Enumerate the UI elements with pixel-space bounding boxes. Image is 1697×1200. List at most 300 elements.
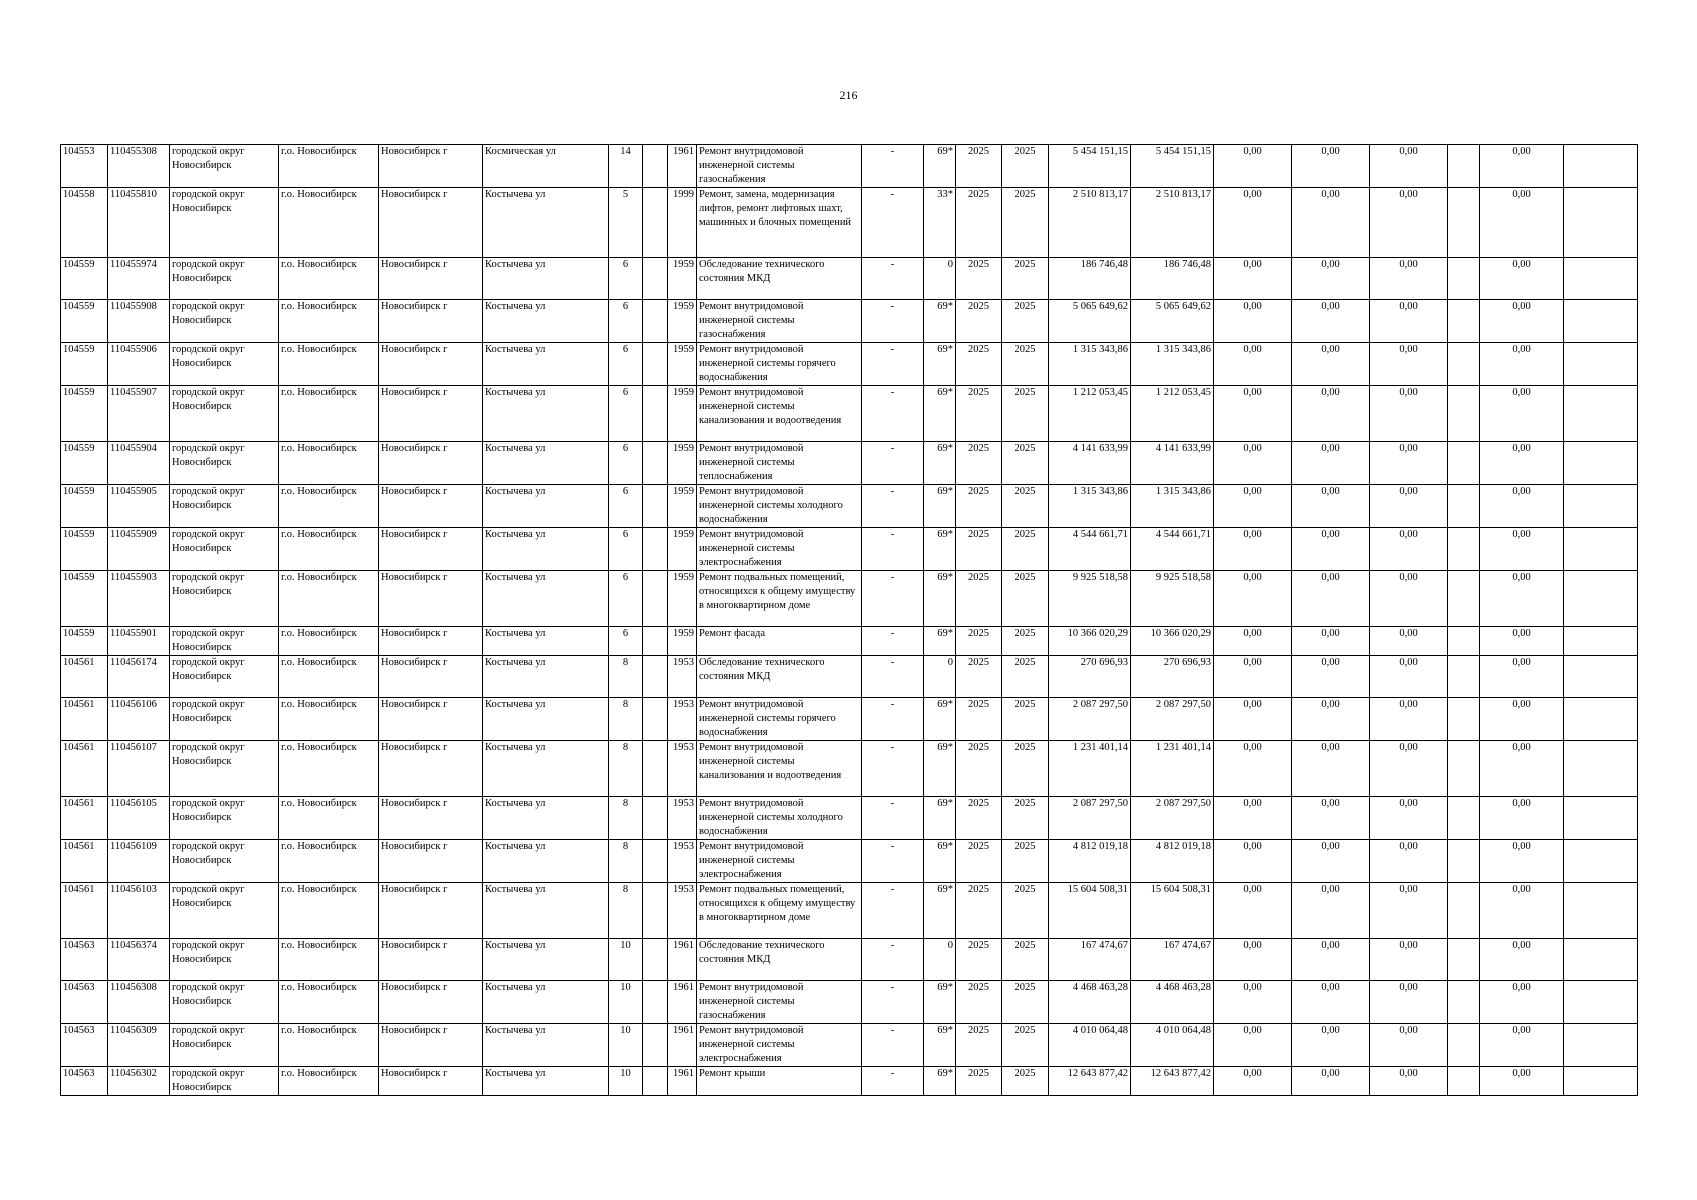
total-cost-cell: 1 212 053,45 [1049,386,1131,442]
street-cell: Костычева ул [483,258,609,300]
street-cell: Костычева ул [483,300,609,343]
amount-cell-4: 0,00 [1480,1024,1564,1067]
construction-year-cell: 1959 [668,528,697,571]
plan-year-start-cell: 2025 [956,656,1002,698]
house-number-cell: 6 [609,528,643,571]
work-code-cell: 110456109 [108,840,170,883]
table-row [61,627,1638,656]
table-row [61,442,1638,485]
dash-cell: - [862,656,924,698]
blank-cell [1448,300,1480,343]
amount-cell-2: 0,00 [1292,188,1370,258]
work-code-cell: 110455905 [108,485,170,528]
fund-cost-cell: 15 604 508,31 [1131,883,1214,939]
city-district-cell: г.о. Новосибирск [279,343,379,386]
trailing-cell [1564,627,1638,656]
construction-year-cell: 1959 [668,300,697,343]
amount-cell-1: 0,00 [1214,883,1292,939]
period-cell: 69* [924,797,956,840]
dash-cell: - [862,981,924,1024]
amount-cell-2: 0,00 [1292,386,1370,442]
city-cell: Новосибирск г [379,188,483,258]
house-number-cell: 6 [609,386,643,442]
amount-cell-1: 0,00 [1214,386,1292,442]
trailing-cell [1564,188,1638,258]
work-type-cell: Ремонт внутридомовой инженерной системы горячего водоснабжения [697,698,862,741]
blank-cell [1448,627,1480,656]
amount-cell-1: 0,00 [1214,981,1292,1024]
street-cell: Костычева ул [483,442,609,485]
municipality-cell: городской округ Новосибирск [170,485,279,528]
construction-year-cell: 1959 [668,258,697,300]
trailing-cell [1564,840,1638,883]
table-row [61,939,1638,981]
amount-cell-1: 0,00 [1214,627,1292,656]
total-cost-cell: 15 604 508,31 [1049,883,1131,939]
table-row [61,386,1638,442]
street-cell: Костычева ул [483,1067,609,1096]
amount-cell-4: 0,00 [1480,939,1564,981]
object-id-cell: 104559 [61,571,108,627]
object-id-cell: 104559 [61,258,108,300]
dash-cell: - [862,939,924,981]
city-district-cell: г.о. Новосибирск [279,442,379,485]
object-id-cell: 104553 [61,145,108,188]
building-letter-cell [643,698,668,741]
period-cell: 69* [924,981,956,1024]
street-cell: Костычева ул [483,939,609,981]
house-number-cell: 8 [609,741,643,797]
work-type-cell: Ремонт, замена, модернизация лифтов, ремонт лифтовых шахт, машинных и блочных помещений [697,188,862,258]
amount-cell-3: 0,00 [1370,442,1448,485]
city-district-cell: г.о. Новосибирск [279,386,379,442]
object-id-cell: 104563 [61,1067,108,1096]
total-cost-cell: 5 454 151,15 [1049,145,1131,188]
house-number-cell: 8 [609,883,643,939]
building-letter-cell [643,656,668,698]
total-cost-cell: 2 087 297,50 [1049,698,1131,741]
house-number-cell: 10 [609,939,643,981]
house-number-cell: 8 [609,797,643,840]
total-cost-cell: 1 315 343,86 [1049,485,1131,528]
municipality-cell: городской округ Новосибирск [170,258,279,300]
table-row [61,656,1638,698]
house-number-cell: 6 [609,258,643,300]
work-code-cell: 110456374 [108,939,170,981]
amount-cell-3: 0,00 [1370,528,1448,571]
table-row [61,528,1638,571]
building-letter-cell [643,981,668,1024]
work-type-cell: Ремонт крыши [697,1067,862,1096]
amount-cell-1: 0,00 [1214,485,1292,528]
amount-cell-4: 0,00 [1480,528,1564,571]
plan-year-start-cell: 2025 [956,741,1002,797]
plan-year-end-cell: 2025 [1002,1067,1049,1096]
construction-year-cell: 1961 [668,981,697,1024]
construction-year-cell: 1953 [668,741,697,797]
city-cell: Новосибирск г [379,627,483,656]
blank-cell [1448,939,1480,981]
registry-table [60,144,1638,1096]
blank-cell [1448,797,1480,840]
work-type-cell: Обследование технического состояния МКД [697,939,862,981]
building-letter-cell [643,442,668,485]
city-district-cell: г.о. Новосибирск [279,300,379,343]
plan-year-start-cell: 2025 [956,188,1002,258]
street-cell: Костычева ул [483,656,609,698]
dash-cell: - [862,145,924,188]
building-letter-cell [643,939,668,981]
table-row [61,300,1638,343]
trailing-cell [1564,698,1638,741]
trailing-cell [1564,442,1638,485]
period-cell: 69* [924,442,956,485]
period-cell: 69* [924,571,956,627]
amount-cell-3: 0,00 [1370,258,1448,300]
municipality-cell: городской округ Новосибирск [170,840,279,883]
amount-cell-1: 0,00 [1214,741,1292,797]
amount-cell-2: 0,00 [1292,300,1370,343]
fund-cost-cell: 5 065 649,62 [1131,300,1214,343]
municipality-cell: городской округ Новосибирск [170,698,279,741]
trailing-cell [1564,1024,1638,1067]
house-number-cell: 10 [609,981,643,1024]
city-cell: Новосибирск г [379,698,483,741]
work-code-cell: 110456107 [108,741,170,797]
city-cell: Новосибирск г [379,797,483,840]
total-cost-cell: 4 812 019,18 [1049,840,1131,883]
amount-cell-1: 0,00 [1214,698,1292,741]
dash-cell: - [862,188,924,258]
dash-cell: - [862,840,924,883]
house-number-cell: 6 [609,571,643,627]
amount-cell-3: 0,00 [1370,386,1448,442]
municipality-cell: городской округ Новосибирск [170,627,279,656]
blank-cell [1448,442,1480,485]
dash-cell: - [862,442,924,485]
total-cost-cell: 4 468 463,28 [1049,981,1131,1024]
house-number-cell: 6 [609,485,643,528]
construction-year-cell: 1953 [668,840,697,883]
construction-year-cell: 1953 [668,656,697,698]
amount-cell-2: 0,00 [1292,1024,1370,1067]
work-code-cell: 110455974 [108,258,170,300]
total-cost-cell: 10 366 020,29 [1049,627,1131,656]
dash-cell: - [862,386,924,442]
work-type-cell: Ремонт подвальных помещений, относящихся к общему имуществу в многоквартирном доме [697,883,862,939]
plan-year-start-cell: 2025 [956,442,1002,485]
construction-year-cell: 1959 [668,386,697,442]
plan-year-end-cell: 2025 [1002,485,1049,528]
street-cell: Костычева ул [483,797,609,840]
building-letter-cell [643,258,668,300]
fund-cost-cell: 5 454 151,15 [1131,145,1214,188]
building-letter-cell [643,188,668,258]
city-district-cell: г.о. Новосибирск [279,741,379,797]
plan-year-start-cell: 2025 [956,1024,1002,1067]
amount-cell-4: 0,00 [1480,883,1564,939]
building-letter-cell [643,627,668,656]
amount-cell-3: 0,00 [1370,1024,1448,1067]
period-cell: 69* [924,883,956,939]
amount-cell-2: 0,00 [1292,145,1370,188]
fund-cost-cell: 270 696,93 [1131,656,1214,698]
fund-cost-cell: 1 315 343,86 [1131,343,1214,386]
city-district-cell: г.о. Новосибирск [279,939,379,981]
registry-rows [61,145,1638,1096]
building-letter-cell [643,145,668,188]
blank-cell [1448,981,1480,1024]
amount-cell-3: 0,00 [1370,300,1448,343]
period-cell: 69* [924,343,956,386]
building-letter-cell [643,797,668,840]
city-district-cell: г.о. Новосибирск [279,627,379,656]
street-cell: Костычева ул [483,528,609,571]
plan-year-end-cell: 2025 [1002,188,1049,258]
dash-cell: - [862,1067,924,1096]
street-cell: Костычева ул [483,741,609,797]
object-id-cell: 104563 [61,981,108,1024]
blank-cell [1448,741,1480,797]
total-cost-cell: 4 141 633,99 [1049,442,1131,485]
plan-year-end-cell: 2025 [1002,571,1049,627]
trailing-cell [1564,741,1638,797]
city-cell: Новосибирск г [379,300,483,343]
work-code-cell: 110455908 [108,300,170,343]
plan-year-end-cell: 2025 [1002,442,1049,485]
work-code-cell: 110455909 [108,528,170,571]
object-id-cell: 104561 [61,656,108,698]
municipality-cell: городской округ Новосибирск [170,386,279,442]
amount-cell-3: 0,00 [1370,627,1448,656]
dash-cell: - [862,528,924,571]
object-id-cell: 104561 [61,797,108,840]
dash-cell: - [862,343,924,386]
building-letter-cell [643,1067,668,1096]
fund-cost-cell: 4 812 019,18 [1131,840,1214,883]
city-district-cell: г.о. Новосибирск [279,981,379,1024]
plan-year-end-cell: 2025 [1002,698,1049,741]
amount-cell-3: 0,00 [1370,485,1448,528]
fund-cost-cell: 9 925 518,58 [1131,571,1214,627]
dash-cell: - [862,1024,924,1067]
work-code-cell: 110456308 [108,981,170,1024]
object-id-cell: 104558 [61,188,108,258]
blank-cell [1448,386,1480,442]
amount-cell-3: 0,00 [1370,939,1448,981]
municipality-cell: городской округ Новосибирск [170,145,279,188]
period-cell: 69* [924,386,956,442]
amount-cell-1: 0,00 [1214,939,1292,981]
table-row [61,145,1638,188]
municipality-cell: городской округ Новосибирск [170,188,279,258]
construction-year-cell: 1999 [668,188,697,258]
total-cost-cell: 4 544 661,71 [1049,528,1131,571]
building-letter-cell [643,386,668,442]
trailing-cell [1564,883,1638,939]
plan-year-end-cell: 2025 [1002,939,1049,981]
amount-cell-2: 0,00 [1292,698,1370,741]
plan-year-start-cell: 2025 [956,939,1002,981]
period-cell: 69* [924,528,956,571]
dash-cell: - [862,258,924,300]
city-cell: Новосибирск г [379,258,483,300]
amount-cell-1: 0,00 [1214,258,1292,300]
amount-cell-3: 0,00 [1370,343,1448,386]
trailing-cell [1564,939,1638,981]
house-number-cell: 6 [609,300,643,343]
amount-cell-1: 0,00 [1214,571,1292,627]
fund-cost-cell: 1 315 343,86 [1131,485,1214,528]
municipality-cell: городской округ Новосибирск [170,442,279,485]
total-cost-cell: 2 087 297,50 [1049,797,1131,840]
municipality-cell: городской округ Новосибирск [170,1024,279,1067]
municipality-cell: городской округ Новосибирск [170,981,279,1024]
amount-cell-3: 0,00 [1370,145,1448,188]
amount-cell-3: 0,00 [1370,840,1448,883]
amount-cell-4: 0,00 [1480,1067,1564,1096]
period-cell: 69* [924,300,956,343]
dash-cell: - [862,797,924,840]
blank-cell [1448,883,1480,939]
city-cell: Новосибирск г [379,442,483,485]
work-type-cell: Ремонт внутридомовой инженерной системы канализования и водоотведения [697,741,862,797]
plan-year-start-cell: 2025 [956,258,1002,300]
work-code-cell: 110455308 [108,145,170,188]
work-type-cell: Ремонт внутридомовой инженерной системы холодного водоснабжения [697,797,862,840]
amount-cell-2: 0,00 [1292,741,1370,797]
city-cell: Новосибирск г [379,840,483,883]
plan-year-start-cell: 2025 [956,300,1002,343]
period-cell: 69* [924,698,956,741]
dash-cell: - [862,627,924,656]
amount-cell-4: 0,00 [1480,343,1564,386]
work-code-cell: 110455904 [108,442,170,485]
amount-cell-2: 0,00 [1292,442,1370,485]
trailing-cell [1564,797,1638,840]
amount-cell-1: 0,00 [1214,528,1292,571]
plan-year-end-cell: 2025 [1002,797,1049,840]
house-number-cell: 14 [609,145,643,188]
period-cell: 69* [924,1024,956,1067]
construction-year-cell: 1961 [668,145,697,188]
street-cell: Костычева ул [483,485,609,528]
work-code-cell: 110456174 [108,656,170,698]
amount-cell-4: 0,00 [1480,656,1564,698]
fund-cost-cell: 1 212 053,45 [1131,386,1214,442]
house-number-cell: 6 [609,442,643,485]
blank-cell [1448,840,1480,883]
work-type-cell: Ремонт внутридомовой инженерной системы электроснабжения [697,840,862,883]
house-number-cell: 10 [609,1024,643,1067]
construction-year-cell: 1961 [668,1024,697,1067]
amount-cell-2: 0,00 [1292,528,1370,571]
amount-cell-1: 0,00 [1214,343,1292,386]
period-cell: 33* [924,188,956,258]
table-row [61,343,1638,386]
building-letter-cell [643,840,668,883]
plan-year-start-cell: 2025 [956,571,1002,627]
amount-cell-4: 0,00 [1480,981,1564,1024]
city-district-cell: г.о. Новосибирск [279,571,379,627]
city-cell: Новосибирск г [379,571,483,627]
amount-cell-1: 0,00 [1214,188,1292,258]
city-district-cell: г.о. Новосибирск [279,797,379,840]
plan-year-start-cell: 2025 [956,797,1002,840]
amount-cell-2: 0,00 [1292,571,1370,627]
trailing-cell [1564,300,1638,343]
amount-cell-3: 0,00 [1370,741,1448,797]
building-letter-cell [643,883,668,939]
amount-cell-2: 0,00 [1292,343,1370,386]
city-cell: Новосибирск г [379,343,483,386]
city-district-cell: г.о. Новосибирск [279,883,379,939]
construction-year-cell: 1959 [668,571,697,627]
work-type-cell: Ремонт внутридомовой инженерной системы электроснабжения [697,528,862,571]
object-id-cell: 104561 [61,840,108,883]
object-id-cell: 104563 [61,939,108,981]
amount-cell-2: 0,00 [1292,1067,1370,1096]
object-id-cell: 104563 [61,1024,108,1067]
amount-cell-2: 0,00 [1292,656,1370,698]
city-district-cell: г.о. Новосибирск [279,258,379,300]
construction-year-cell: 1953 [668,698,697,741]
municipality-cell: городской округ Новосибирск [170,343,279,386]
building-letter-cell [643,571,668,627]
amount-cell-3: 0,00 [1370,698,1448,741]
plan-year-end-cell: 2025 [1002,300,1049,343]
street-cell: Костычева ул [483,981,609,1024]
work-code-cell: 110455907 [108,386,170,442]
municipality-cell: городской округ Новосибирск [170,797,279,840]
plan-year-start-cell: 2025 [956,698,1002,741]
work-type-cell: Ремонт внутридомовой инженерной системы электроснабжения [697,1024,862,1067]
city-district-cell: г.о. Новосибирск [279,485,379,528]
amount-cell-3: 0,00 [1370,797,1448,840]
amount-cell-3: 0,00 [1370,981,1448,1024]
amount-cell-4: 0,00 [1480,485,1564,528]
building-letter-cell [643,343,668,386]
amount-cell-2: 0,00 [1292,485,1370,528]
amount-cell-2: 0,00 [1292,258,1370,300]
period-cell: 69* [924,1067,956,1096]
total-cost-cell: 1 231 401,14 [1049,741,1131,797]
house-number-cell: 8 [609,840,643,883]
work-type-cell: Ремонт подвальных помещений, относящихся к общему имуществу в многоквартирном доме [697,571,862,627]
table-row [61,840,1638,883]
municipality-cell: городской округ Новосибирск [170,656,279,698]
work-code-cell: 110456302 [108,1067,170,1096]
amount-cell-3: 0,00 [1370,571,1448,627]
building-letter-cell [643,485,668,528]
period-cell: 0 [924,656,956,698]
object-id-cell: 104561 [61,883,108,939]
work-type-cell: Ремонт фасада [697,627,862,656]
fund-cost-cell: 2 510 813,17 [1131,188,1214,258]
trailing-cell [1564,485,1638,528]
amount-cell-4: 0,00 [1480,840,1564,883]
amount-cell-2: 0,00 [1292,840,1370,883]
city-cell: Новосибирск г [379,386,483,442]
work-type-cell: Ремонт внутридомовой инженерной системы газоснабжения [697,145,862,188]
total-cost-cell: 9 925 518,58 [1049,571,1131,627]
table-row [61,883,1638,939]
fund-cost-cell: 1 231 401,14 [1131,741,1214,797]
house-number-cell: 6 [609,627,643,656]
amount-cell-2: 0,00 [1292,981,1370,1024]
table-row [61,981,1638,1024]
street-cell: Костычева ул [483,627,609,656]
